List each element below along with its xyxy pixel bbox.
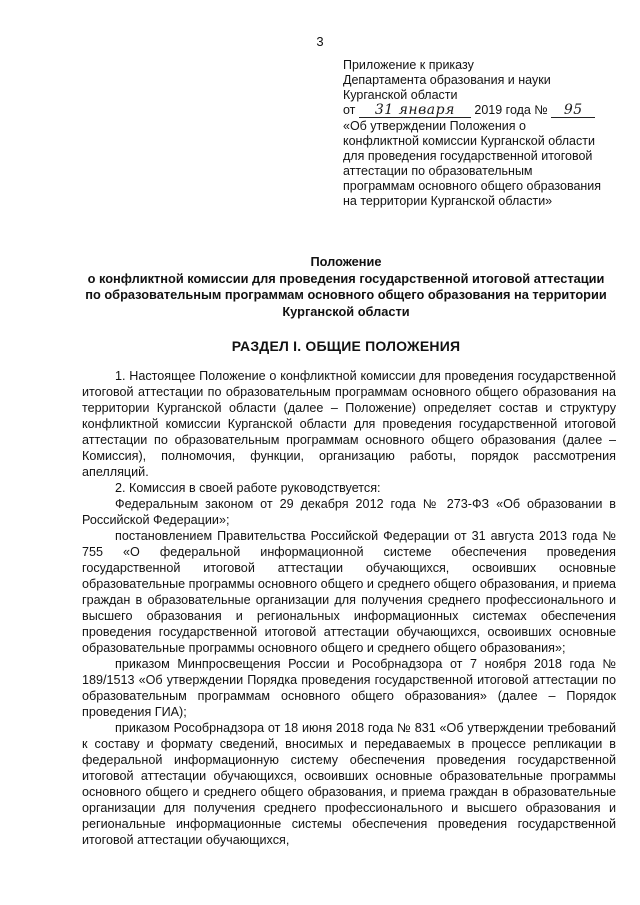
annex-subject-line: аттестации по образовательным — [343, 164, 533, 178]
paragraph: Федеральным законом от 29 декабря 2012 года № 273-ФЗ «Об образовании в Российской Федерации»; — [82, 497, 616, 527]
annex-line: Департамента образования и науки — [343, 73, 551, 87]
document-title — [70, 254, 622, 320]
page-number: 3 — [316, 34, 324, 49]
handwritten-date-text: 31 января — [374, 102, 455, 118]
title-line: по образовательным программам основного общего образования на территории — [85, 287, 607, 302]
paragraph: 1. Настоящее Положение о конфликтной комиссии для проведения государственной итоговой аттестации по образовательным программам основного общего образования на территории Курганской области (далее – Положение) определяет состав и структуру конфликтной комиссии Курганской области для проведения государственной итоговой аттестации по образовательным программам основного общего образования (далее – Комиссия), полномочия, функции, организацию работы, порядок рассмотрения апелляций. — [82, 369, 616, 479]
body-text — [82, 368, 616, 848]
annex-subject-line: конфликтной комиссии Курганской области — [343, 134, 595, 148]
handwritten-date — [359, 103, 471, 118]
annex-subject-line: для проведения государственной итоговой — [343, 149, 593, 163]
annex-line: Приложение к приказу — [343, 58, 474, 72]
annex-subject-line: на территории Курганской области» — [343, 194, 553, 208]
annex-date-line — [343, 103, 625, 119]
paragraph: приказом Рособрнадзора от 18 июня 2018 года № 831 «Об утверждении требований к составу и формату сведений, вносимых и передаваемых в процессе репликации в федеральной информационную систему обеспечения проведения государственной итоговой аттестации обучающихся, освоивших основные образовательные программы основного общего и среднего общего образования, и приема граждан в образовательные организации для получения среднего профессионального и высшего образования и региональные информационные системы обеспечения проведения государственной итоговой аттестации обучающихся, — [82, 721, 616, 847]
date-prefix: от — [343, 103, 356, 117]
handwritten-number-text: 95 — [563, 102, 583, 118]
title-line: Положение — [310, 254, 382, 269]
paragraph: приказом Минпросвещения России и Рособрнадзора от 7 ноября 2018 года № 189/1513 «Об утверждении Порядка проведения государственной итоговой аттестации по образовательным программам основного общего образования» (далее – Порядок проведения ГИА); — [82, 657, 616, 719]
paragraph: 2. Комиссия в своей работе руководствуется: — [115, 481, 381, 495]
title-line: Курганской области — [282, 303, 410, 319]
handwritten-number — [551, 103, 595, 118]
annex-line: Курганской области — [343, 88, 458, 102]
section-heading: РАЗДЕЛ I. ОБЩИЕ ПОЛОЖЕНИЯ — [231, 338, 461, 354]
paragraph: постановлением Правительства Российской Федерации от 31 августа 2013 года № 755 «О федеральной информационной системе обеспечения проведения государственной итоговой аттестации обучающихся, освоивших основные образовательные программы основного общего и среднего общего образования, и приема граждан в образовательные организации для получения среднего профессионального и высшего образования и региональных информационных системах обеспечения проведения государственной итоговой аттестации обучающихся, освоивших основные образовательные программы основного общего и среднего общего образования»; — [82, 529, 617, 655]
year-text: 2019 года № — [474, 103, 548, 117]
annex-subject-line: «Об утверждении Положения о — [343, 119, 526, 133]
annex-subject-line: программам основного общего образования — [343, 179, 602, 193]
annex-block — [343, 58, 625, 209]
title-line: о конфликтной комиссии для проведения государственной итоговой аттестации — [87, 270, 605, 286]
